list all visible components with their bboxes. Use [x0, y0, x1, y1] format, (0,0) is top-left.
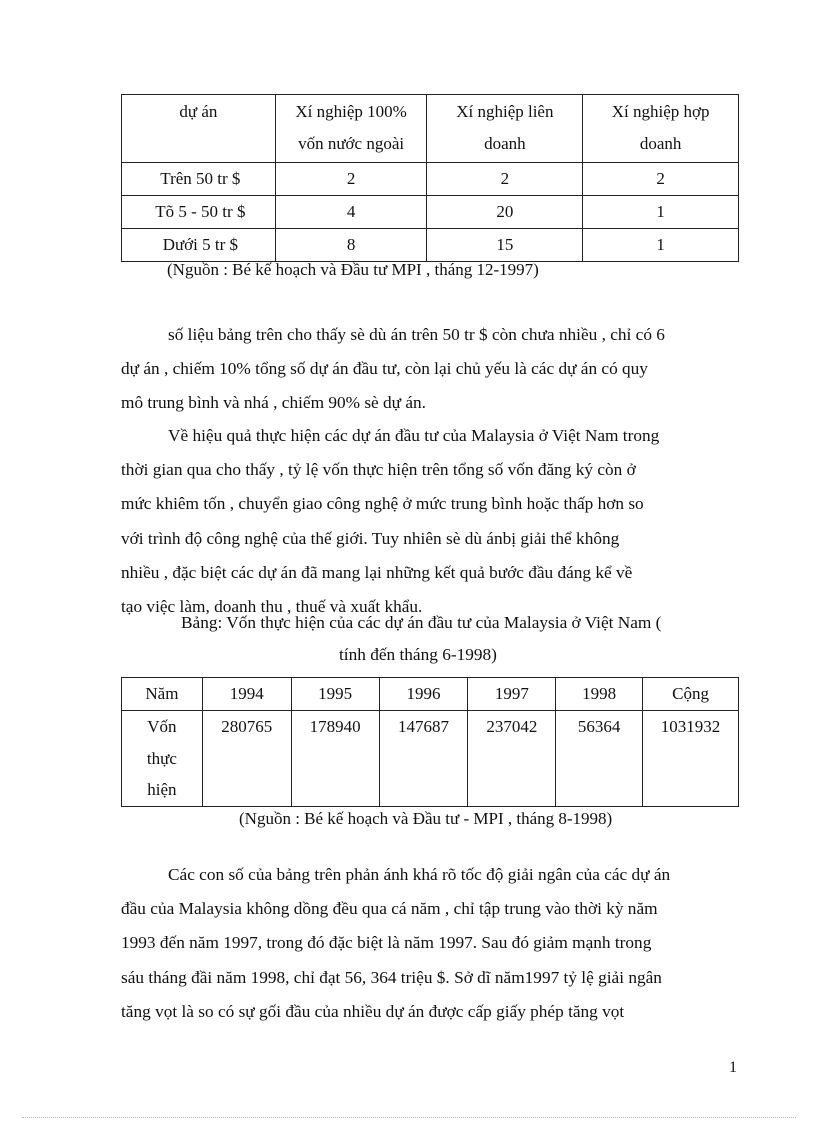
- header-cell: Xí nghiệp 100% vốn nước ngoài: [275, 95, 427, 163]
- text-line: tạo việc làm, doanh thu , thuế và xuất khẩu.: [121, 597, 423, 617]
- table-row: [122, 229, 739, 262]
- text-line: với trình độ công nghệ của thế giới. Tuy nhiên sè dù ánbị giải thể không: [121, 528, 620, 548]
- table-cell: 15: [427, 229, 583, 262]
- header-cell: Cộng: [643, 678, 739, 711]
- text-line: 1993 đến năm 1997, trong đó đặc biệt là năm 1997. Sau đó giảm mạnh trong: [121, 933, 652, 953]
- page-bottom-divider: [22, 1117, 796, 1118]
- table-cell: 4: [275, 196, 427, 229]
- paragraph-3: [121, 858, 739, 1029]
- table-cell: 56364: [556, 711, 643, 807]
- header-cell: 1996: [379, 678, 468, 711]
- header-cell: Xí nghiệp liên doanh: [427, 95, 583, 163]
- table-cell: 2: [275, 163, 427, 196]
- text-line: đầu của Malaysia không dồng đều qua cá năm , chỉ tập trung vào thời kỳ năm: [121, 899, 658, 919]
- row-label: Tõ 5 - 50 tr $: [122, 196, 276, 229]
- table-row: [122, 163, 739, 196]
- row-label: Trên 50 tr $: [122, 163, 276, 196]
- text-line: số liệu bảng trên cho thấy sè dù án trên 50 tr $ còn chưa nhiều , chỉ có 6: [168, 325, 665, 344]
- table-cell: 178940: [291, 711, 379, 807]
- header-cell: 1994: [202, 678, 291, 711]
- text-line: tăng vọt là so có sự gối đầu của nhiều dự án được cấp giấy phép tăng vọt: [121, 1001, 625, 1021]
- table-cell: 280765: [202, 711, 291, 807]
- table-cell: 2: [583, 163, 739, 196]
- text-line: nhiều , đặc biệt các dự án đã mang lại những kết quả bước đầu đáng kể về: [121, 562, 633, 582]
- table2-source: (Nguồn : Bé kế hoạch và Đầu tư - MPI , tháng 8-1998): [239, 809, 613, 828]
- text-line: sáu tháng đầi năm 1998, chỉ đạt 56, 364 triệu $. Sở dĩ năm1997 tỷ lệ giải ngân: [121, 967, 662, 987]
- table-cell: 147687: [379, 711, 468, 807]
- header-cell: Xí nghiệp hợp doanh: [583, 95, 739, 163]
- table-cell: 1: [583, 229, 739, 262]
- table2-caption-continued: tính đến tháng 6-1998): [339, 645, 497, 664]
- project-size-table: [121, 94, 739, 262]
- table-row: [122, 711, 739, 807]
- text-line: dự án , chiếm 10% tổng số dự án đầu tư, còn lại chủ yếu là các dự án có quy: [121, 359, 648, 379]
- header-cell: Năm: [122, 678, 203, 711]
- disbursement-table: [121, 677, 739, 807]
- table-cell: 237042: [468, 711, 556, 807]
- text-line: Về hiệu quả thực hiện các dự án đầu tư của Malaysia ở Việt Nam trong: [168, 426, 660, 445]
- row-label: Dưới 5 tr $: [122, 229, 276, 262]
- table-cell: 8: [275, 229, 427, 262]
- table-cell: 2: [427, 163, 583, 196]
- header-cell: 1998: [556, 678, 643, 711]
- paragraph-2: [121, 419, 739, 624]
- table-header-row: [122, 678, 739, 711]
- table-cell: 1: [583, 196, 739, 229]
- table2-caption: Bảng: Vốn thực hiện của các dự án đầu tư của Malaysia ở Việt Nam (: [181, 613, 662, 632]
- text-line: mức khiêm tốn , chuyển giao công nghệ ở mức trung bình hoặc thấp hơn so: [121, 494, 644, 514]
- header-cell: 1997: [468, 678, 556, 711]
- row-label: Vốn thực hiện: [122, 711, 203, 807]
- table-cell: 1031932: [643, 711, 739, 807]
- text-line: thời gian qua cho thấy , tỷ lệ vốn thực hiện trên tổng số vốn đăng ký còn ở: [121, 460, 636, 480]
- table-row: [122, 196, 739, 229]
- table1-source: (Nguồn : Bé kế hoạch và Đầu tư MPI , tháng 12-1997): [167, 260, 539, 279]
- header-cell: dự án: [122, 95, 276, 163]
- text-line: Các con số của bảng trên phản ánh khá rõ tốc độ giải ngân của các dự án: [168, 865, 671, 884]
- text-line: mô trung bình và nhá , chiếm 90% sè dự án.: [121, 393, 427, 413]
- table-cell: 20: [427, 196, 583, 229]
- table-header-row: [122, 95, 739, 163]
- page-number: 1: [729, 1059, 737, 1076]
- header-cell: 1995: [291, 678, 379, 711]
- paragraph-1: [121, 318, 739, 421]
